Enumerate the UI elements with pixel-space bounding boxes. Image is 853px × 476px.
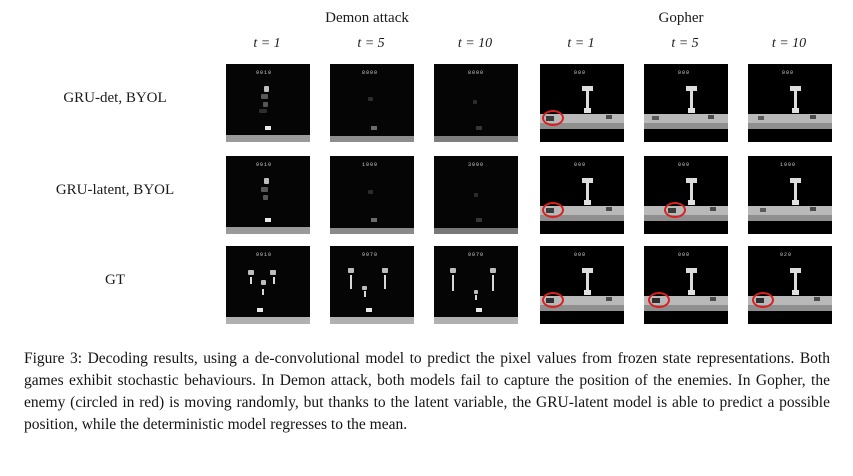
- laser-beam: [364, 291, 366, 297]
- enemy-blob: [248, 270, 254, 275]
- column-label-demon-t5: t = 5: [357, 36, 385, 51]
- red-highlight-circle: [752, 292, 774, 308]
- laser-beam: [492, 275, 494, 291]
- enemy-blob: [382, 268, 388, 273]
- frame-gopher-gt-t5: [644, 246, 728, 324]
- frame-gopher-gru-det-t10: [748, 64, 832, 142]
- frame-score: 000: [678, 162, 691, 168]
- player-ship: [476, 218, 482, 222]
- enemy-blob: [270, 270, 276, 275]
- laser-beam: [262, 289, 264, 295]
- frame-gopher-gru-latent-t1: [540, 156, 624, 234]
- frame-demon-gru-latent-t10: [434, 156, 518, 234]
- enemy-blob: [450, 268, 456, 273]
- frame-demon-gt-t1: [226, 246, 310, 324]
- enemy-blob: [261, 187, 268, 192]
- red-highlight-circle: [648, 292, 670, 308]
- laser-beam: [350, 275, 352, 289]
- farmer-sprite: [584, 200, 591, 205]
- frame-score: 1000: [780, 162, 797, 168]
- column-label-gopher-t10: t = 10: [771, 36, 807, 51]
- frame-score: 000: [678, 252, 691, 258]
- tunnel-hole: [810, 115, 816, 119]
- player-ship: [476, 308, 482, 312]
- player-ship: [371, 126, 377, 130]
- enemy-blob: [264, 86, 269, 92]
- frame-demon-gru-latent-t5: [330, 156, 414, 234]
- enemy-blob: [259, 109, 267, 113]
- farmer-sprite: [688, 200, 695, 205]
- laser-beam: [452, 275, 454, 291]
- frame-score: 3000: [468, 162, 485, 168]
- enemy-blob: [261, 94, 268, 99]
- tunnel-hole: [810, 207, 816, 211]
- ground-strip: [226, 317, 310, 324]
- red-highlight-circle: [542, 202, 564, 218]
- enemy-blob: [490, 268, 496, 273]
- enemy-blob: [474, 290, 478, 294]
- player-ship: [265, 126, 271, 130]
- ground-strip: [330, 228, 414, 234]
- carrot-top: [582, 86, 593, 91]
- enemy-blob: [368, 190, 373, 194]
- farmer-sprite: [688, 108, 695, 113]
- player-ship: [366, 308, 372, 312]
- frame-demon-gru-det-t1: [226, 64, 310, 142]
- frame-score: 000: [678, 70, 691, 76]
- tunnel-hole: [606, 115, 612, 119]
- column-label-demon-t1: t = 1: [253, 36, 281, 51]
- dirt-layer-lower: [644, 215, 728, 221]
- frame-score: 000: [574, 162, 587, 168]
- tunnel-hole: [710, 207, 716, 211]
- carrot-top: [686, 268, 697, 273]
- frame-gopher-gt-t10: [748, 246, 832, 324]
- enemy-blob: [263, 102, 268, 107]
- figure-caption-label: Figure 3:: [24, 350, 83, 367]
- dirt-layer-lower: [748, 123, 832, 129]
- row-label-gt: GT: [105, 272, 125, 288]
- column-label-gopher-t1: t = 1: [567, 36, 595, 51]
- enemy-blob: [261, 280, 266, 285]
- dirt-layer-lower: [748, 215, 832, 221]
- farmer-sprite: [584, 290, 591, 295]
- laser-beam: [273, 277, 275, 284]
- frame-demon-gt-t10: [434, 246, 518, 324]
- player-ship: [476, 126, 482, 130]
- frame-score: 8000: [468, 70, 485, 76]
- laser-beam: [384, 275, 386, 289]
- farmer-sprite: [688, 290, 695, 295]
- frame-demon-gru-det-t5: [330, 64, 414, 142]
- figure-caption: [24, 348, 830, 436]
- player-ship: [265, 218, 271, 222]
- frame-gopher-gru-det-t1: [540, 64, 624, 142]
- carrot-top: [686, 86, 697, 91]
- enemy-blob: [362, 286, 367, 290]
- frame-score: 9010: [256, 162, 273, 168]
- row-label-gru-latent-byol: GRU-latent, BYOL: [55, 182, 175, 198]
- red-highlight-circle: [664, 202, 686, 218]
- carrot-top: [686, 178, 697, 183]
- frame-gopher-gru-latent-t10: [748, 156, 832, 234]
- enemy-blob: [263, 195, 268, 200]
- frame-score: 020: [780, 252, 793, 258]
- ground-strip: [434, 317, 518, 324]
- farmer-sprite: [792, 200, 799, 205]
- dirt-layer-lower: [644, 123, 728, 129]
- farmer-sprite: [792, 108, 799, 113]
- frame-demon-gru-latent-t1: [226, 156, 310, 234]
- farmer-sprite: [792, 290, 799, 295]
- enemy-blob: [264, 178, 269, 184]
- frame-score: 8000: [362, 70, 379, 76]
- column-label-demon-t10: t = 10: [457, 36, 493, 51]
- ground-strip: [226, 135, 310, 142]
- enemy-blob: [348, 268, 354, 273]
- enemy-blob: [368, 97, 373, 101]
- figure-caption-text: Decoding results, using a de-convolutional model to predict the pixel values from frozen state representations. Both games exhibit stochastic behaviours. In Demon attack, both models fail to capture the position of the enemies. In Gopher, the enemy (circled in red) is moving randomly, but thanks to the latent variable, the GRU-latent model is able to predict a possible position, while the deterministic model regresses to the mean.: [24, 350, 830, 433]
- player-ship: [371, 218, 377, 222]
- frame-gopher-gru-latent-t5: [644, 156, 728, 234]
- tunnel-hole: [606, 297, 612, 301]
- carrot-top: [582, 268, 593, 273]
- frame-demon-gt-t5: [330, 246, 414, 324]
- tunnel-hole: [710, 297, 716, 301]
- frame-score: 000: [574, 70, 587, 76]
- tunnel-hole: [758, 116, 764, 120]
- frame-gopher-gt-t1: [540, 246, 624, 324]
- tunnel-hole: [814, 297, 820, 301]
- tunnel-hole: [652, 116, 659, 120]
- frame-score: 9070: [468, 252, 485, 258]
- carrot-top: [790, 178, 801, 183]
- frame-score: 9010: [256, 70, 273, 76]
- laser-beam: [475, 295, 477, 300]
- laser-beam: [250, 277, 252, 284]
- frame-score: 1000: [362, 162, 379, 168]
- group-title-gopher: Gopher: [658, 10, 704, 26]
- carrot-top: [582, 178, 593, 183]
- frame-gopher-gru-det-t5: [644, 64, 728, 142]
- frame-score: 9010: [256, 252, 273, 258]
- group-title-demon-attack: Demon attack: [325, 10, 409, 26]
- red-highlight-circle: [542, 110, 564, 126]
- ground-strip: [330, 136, 414, 142]
- frame-score: 000: [782, 70, 795, 76]
- ground-strip: [434, 136, 518, 142]
- column-label-gopher-t5: t = 5: [671, 36, 699, 51]
- tunnel-hole: [760, 208, 766, 212]
- red-highlight-circle: [542, 292, 564, 308]
- farmer-sprite: [584, 108, 591, 113]
- frame-score: 000: [574, 252, 587, 258]
- ground-strip: [330, 317, 414, 324]
- row-label-gru-det-byol: GRU-det, BYOL: [63, 90, 167, 106]
- tunnel-hole: [708, 115, 714, 119]
- enemy-blob: [474, 193, 478, 197]
- player-ship: [257, 308, 263, 312]
- ground-strip: [434, 228, 518, 234]
- frame-demon-gru-det-t10: [434, 64, 518, 142]
- ground-strip: [226, 227, 310, 234]
- enemy-blob: [473, 100, 477, 104]
- carrot-top: [790, 268, 801, 273]
- tunnel-hole: [606, 207, 612, 211]
- frame-score: 9070: [362, 252, 379, 258]
- carrot-top: [790, 86, 801, 91]
